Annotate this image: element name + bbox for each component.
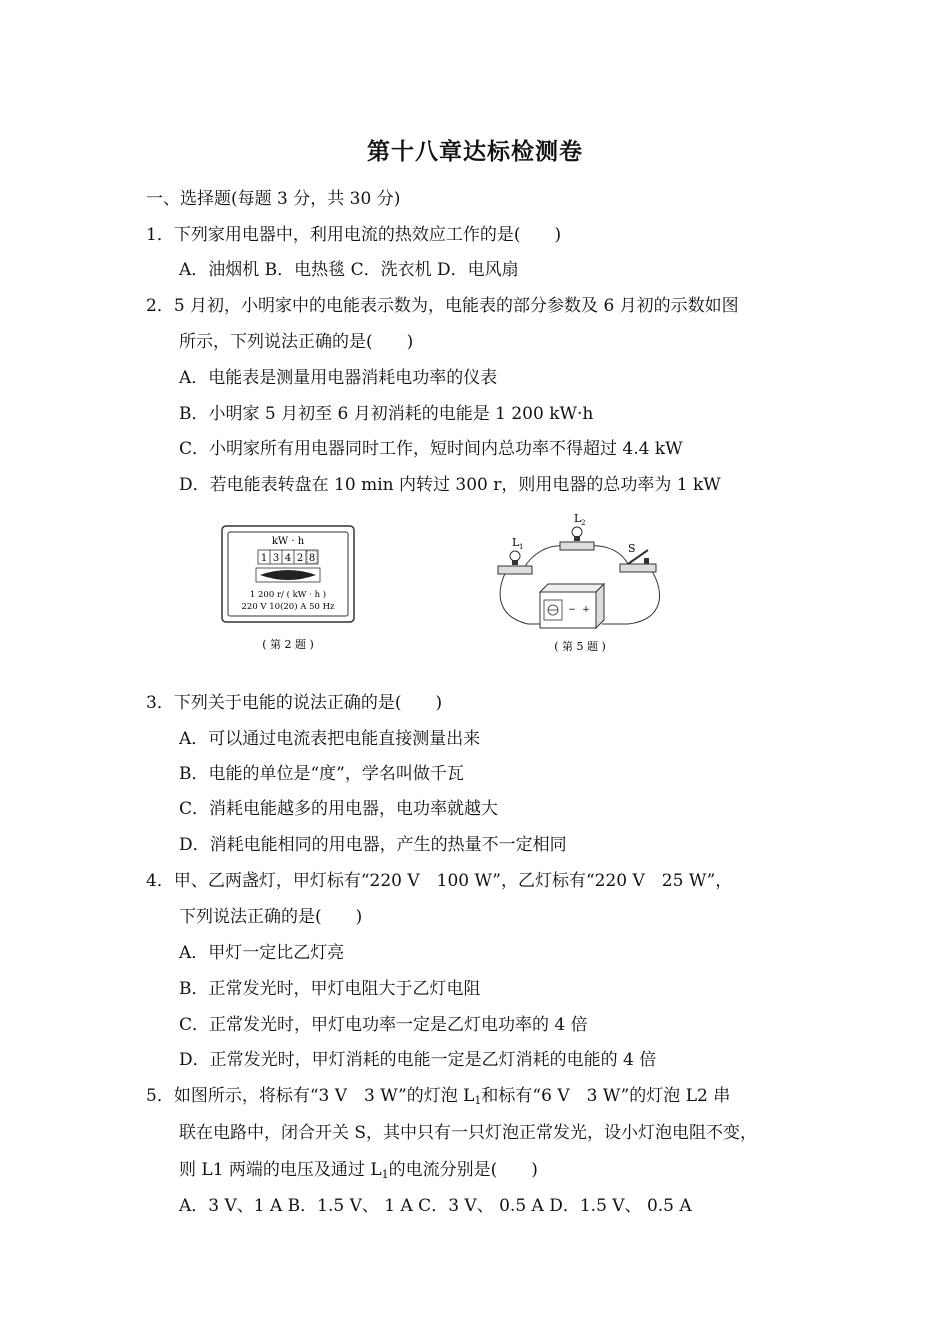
q1-stem: 1．下列家用电器中，利用电流的热效应工作的是( ) — [146, 225, 562, 245]
figure-caption-q2: ( 第 2 题 ) — [262, 638, 314, 651]
meter-rating: 220 V 10(20) A 50 Hz — [241, 602, 335, 612]
q5-stem-line1-part-b: 和标有“6 V 3 W”的灯泡 L2 串 — [481, 1086, 731, 1106]
label-l2-subscript: 2 — [581, 519, 586, 527]
lamp-l1-icon — [498, 551, 532, 574]
q2-stem-line1: 2．5 月初，小明家中的电能表示数为，电能表的部分参数及 6 月初的示数如图 — [146, 296, 739, 316]
q3-option-d: D．消耗电能相同的用电器，产生的热量不一定相同 — [179, 835, 567, 855]
q3-option-c: C．消耗电能越多的用电器，电功率就越大 — [179, 799, 499, 819]
q2-option-c: C．小明家所有用电器同时工作，短时间内总功率不得超过 4.4 kW — [179, 439, 683, 459]
q3-option-a: A．可以通过电流表把电能直接测量出来 — [179, 729, 481, 749]
q2-option-d: D．若电能表转盘在 10 min 内转过 300 r，则用电器的总功率为 1 kW — [179, 475, 721, 495]
meter-digit: 4 — [284, 553, 292, 564]
page-title: 第十八章达标检测卷 — [367, 138, 583, 165]
q5-subscript: 1 — [381, 1168, 389, 1181]
meter-digit: 1 — [260, 553, 268, 564]
q4-option-d: D．正常发光时，甲灯消耗的电能一定是乙灯消耗的电能的 4 倍 — [179, 1050, 657, 1070]
lamp-l2-icon — [560, 527, 594, 550]
meter-rotor-disc-icon — [256, 568, 320, 582]
meter-unit: kW · h — [271, 536, 305, 547]
meter-revolution-constant: 1 200 r/ ( kW · h ) — [249, 590, 327, 600]
power-supply-icon — [540, 584, 604, 628]
q5-stem-line1 — [146, 1084, 730, 1113]
q5-stem-line2: 联在电路中，闭合开关 S，其中只有一只灯泡正常发光，设小灯泡电阻不变， — [179, 1123, 758, 1143]
q4-option-b: B．正常发光时，甲灯电阻大于乙灯电阻 — [179, 979, 481, 999]
meter-digit: 2 — [296, 553, 304, 564]
label-l2: L — [574, 512, 582, 525]
figure-electric-meter — [220, 524, 360, 664]
svg-text:−: − — [568, 605, 576, 615]
label-l1-subscript: 1 — [519, 543, 524, 551]
q4-option-c: C．正常发光时，甲灯电功率一定是乙灯电功率的 4 倍 — [179, 1015, 588, 1035]
q5-stem-line3-part-b: 的电流分别是( ) — [388, 1160, 538, 1180]
meter-digit: 3 — [272, 553, 280, 564]
q3-option-b: B．电能的单位是“度”，学名叫做千瓦 — [179, 764, 464, 784]
q5-subscript: 1 — [474, 1094, 482, 1107]
q1-options: A．油烟机 B．电热毯 C．洗衣机 D．电风扇 — [179, 260, 519, 280]
figure-circuit — [488, 508, 672, 664]
q3-stem: 3．下列关于电能的说法正确的是( ) — [146, 693, 443, 713]
q5-stem-line3-part-a: 则 L1 两端的电压及通过 L — [179, 1160, 382, 1180]
q4-option-a: A．甲灯一定比乙灯亮 — [179, 943, 345, 963]
q2-option-b: B．小明家 5 月初至 6 月初消耗的电能是 1 200 kW·h — [179, 404, 594, 424]
figure-caption-q5: ( 第 5 题 ) — [554, 640, 606, 653]
section-heading: 一、选择题(每题 3 分，共 30 分) — [146, 189, 401, 209]
meter-digit: 8 — [308, 553, 316, 564]
q4-stem-line2: 下列说法正确的是( ) — [179, 907, 363, 927]
svg-text:+: + — [582, 605, 590, 615]
label-s: S — [628, 542, 636, 555]
q4-stem-line1: 4．甲、乙两盏灯，甲灯标有“220 V 100 W”，乙灯标有“220 V 25 W”， — [146, 871, 733, 891]
q2-stem-line2: 所示，下列说法正确的是( ) — [179, 332, 414, 352]
q5-options: A．3 V、1 A B．1.5 V、 1 A C．3 V、 0.5 A D．1.5 V、 0.5 A — [179, 1196, 692, 1216]
q2-option-a: A．电能表是测量用电器消耗电功率的仪表 — [179, 368, 498, 388]
q5-stem-line1-part-a: 5．如图所示，将标有“3 V 3 W”的灯泡 L — [146, 1086, 475, 1106]
label-l1: L — [512, 536, 520, 549]
q5-stem-line3 — [179, 1158, 538, 1187]
switch-s-icon — [620, 550, 656, 572]
